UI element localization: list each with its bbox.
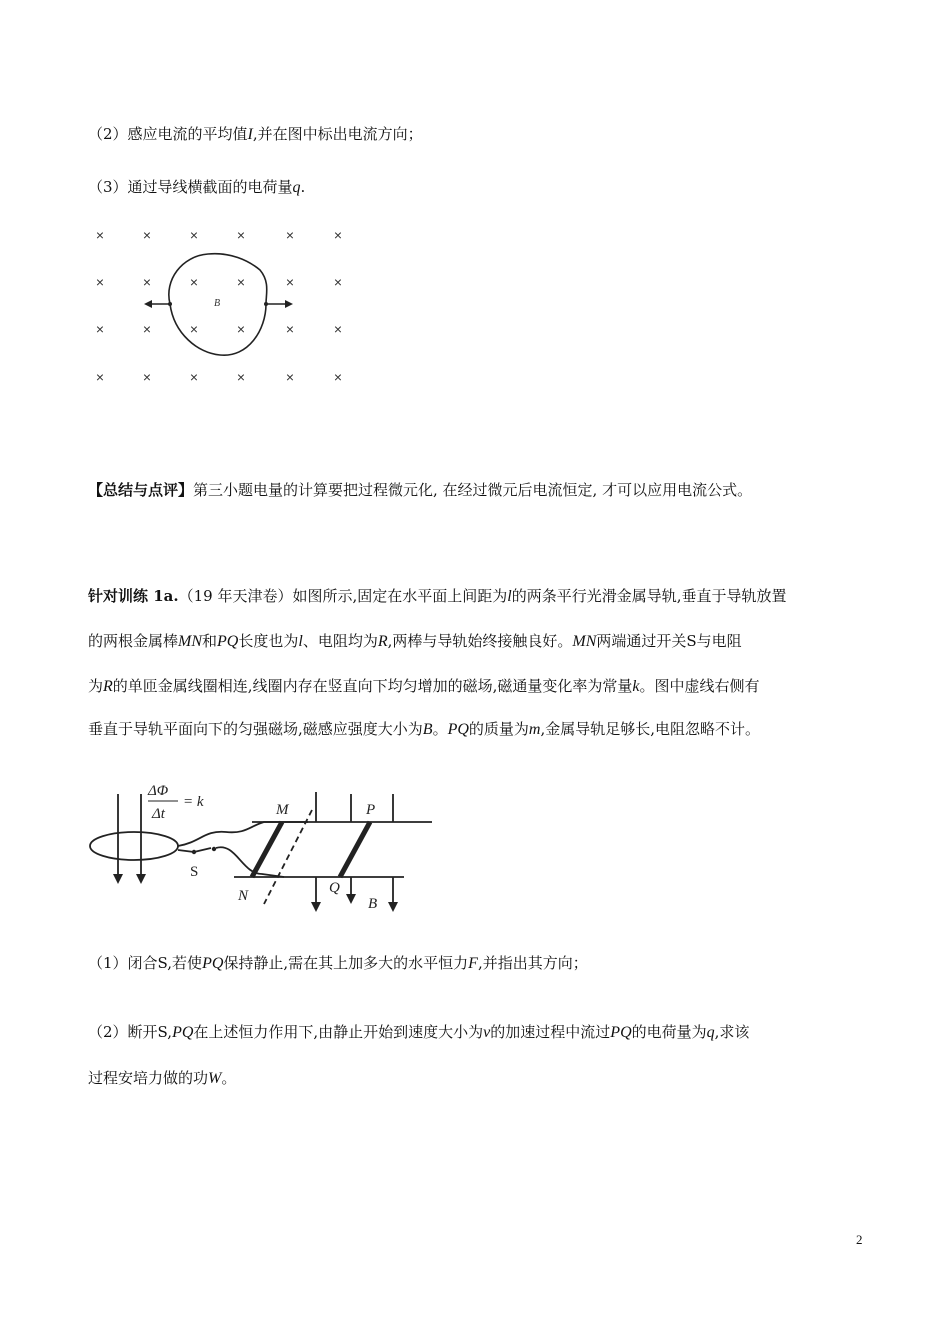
field-cross: × bbox=[285, 369, 295, 385]
field-cross: × bbox=[236, 227, 246, 243]
coil-field-arrowhead bbox=[136, 874, 146, 884]
field-cross: × bbox=[95, 227, 105, 243]
question-3: （3）通过导线横截面的电荷量q. bbox=[88, 178, 306, 196]
field-cross: × bbox=[236, 321, 246, 337]
rail-circuit-figure bbox=[86, 776, 436, 921]
sub-question-2: （2）断开S,PQ在上述恒力作用下,由静止开始到速度大小为v的加速过程中流过PQ的电荷量为q,求该 bbox=[88, 1023, 750, 1041]
flux-denominator: Δt bbox=[152, 806, 165, 822]
field-cross: × bbox=[236, 274, 246, 290]
upper-lead-wire bbox=[178, 822, 308, 846]
switch-contact bbox=[212, 847, 216, 851]
magnetic-loop-figure bbox=[80, 218, 370, 393]
lower-lead-wire bbox=[178, 850, 194, 852]
field-cross: × bbox=[333, 227, 343, 243]
field-cross: × bbox=[142, 227, 152, 243]
label-q: Q bbox=[329, 880, 340, 896]
coil-field-arrowhead bbox=[113, 874, 123, 884]
sub-question-2-cont: 过程安培力做的功W。 bbox=[88, 1069, 237, 1087]
switch-s bbox=[194, 848, 211, 852]
dashed-boundary bbox=[264, 810, 312, 904]
field-label-b: B bbox=[213, 298, 221, 309]
page-number: 2 bbox=[856, 1232, 863, 1247]
exercise-title: 针对训练 1a. bbox=[88, 587, 179, 605]
sub-question-1: （1）闭合S,若使PQ保持静止,需在其上加多大的水平恒力F,并指出其方向； bbox=[88, 954, 588, 972]
exercise-line-4: 垂直于导轨平面向下的匀强磁场,磁感应强度大小为B。PQ的质量为m,金属导轨足够长,电阻忽略不计。 bbox=[88, 720, 761, 738]
field-cross: × bbox=[236, 369, 246, 385]
rod-mn bbox=[252, 822, 282, 877]
right-arrowhead bbox=[285, 300, 293, 308]
field-cross: × bbox=[142, 274, 152, 290]
field-arrowhead bbox=[311, 902, 321, 912]
exercise-line-3: 为R的单匝金属线圈相连,线圈内存在竖直向下均匀增加的磁场,磁通量变化率为常量k。图中虚线右侧有 bbox=[88, 677, 760, 695]
flux-numerator: ΔΦ bbox=[148, 783, 169, 799]
label-b: B bbox=[368, 896, 378, 912]
label-n: N bbox=[238, 888, 249, 904]
field-arrowhead bbox=[346, 894, 356, 904]
field-cross: × bbox=[189, 227, 199, 243]
field-cross: × bbox=[285, 227, 295, 243]
field-cross: × bbox=[95, 369, 105, 385]
field-cross: × bbox=[333, 274, 343, 290]
field-arrowhead bbox=[388, 902, 398, 912]
field-cross: × bbox=[189, 321, 199, 337]
field-cross: × bbox=[189, 274, 199, 290]
rod-pq bbox=[340, 822, 370, 877]
field-cross: × bbox=[142, 321, 152, 337]
field-cross: × bbox=[189, 369, 199, 385]
label-p: P bbox=[366, 802, 376, 818]
question-2: （2）感应电流的平均值I,并在图中标出电流方向； bbox=[88, 125, 423, 143]
field-cross: × bbox=[333, 321, 343, 337]
label-s: S bbox=[190, 864, 199, 880]
lower-lead-wire-right bbox=[216, 847, 284, 877]
summary-text: 第三小题电量的计算要把过程微元化, 在经过微元后电流恒定, 才可以应用电流公式。 bbox=[193, 481, 753, 499]
field-cross: × bbox=[285, 321, 295, 337]
field-cross: × bbox=[95, 321, 105, 337]
field-cross: × bbox=[95, 274, 105, 290]
exercise-line-1: 针对训练 1a.（19 年天津卷）如图所示,固定在水平面上间距为l的两条平行光滑金属导轨,垂直于导轨放置 bbox=[88, 587, 787, 605]
switch-contact bbox=[192, 850, 196, 854]
field-cross: × bbox=[333, 369, 343, 385]
exercise-line-2: 的两根金属棒MN和PQ长度也为l、电阻均为R,两棒与导轨始终接触良好。MN两端通过开关S与电阻 bbox=[88, 632, 742, 650]
field-cross: × bbox=[142, 369, 152, 385]
summary-title: 【总结与点评】 bbox=[88, 481, 194, 499]
summary-paragraph bbox=[88, 480, 752, 500]
field-cross: × bbox=[285, 274, 295, 290]
flux-equals-k: = k bbox=[183, 794, 204, 810]
single-turn-coil bbox=[90, 832, 178, 860]
left-arrowhead bbox=[144, 300, 152, 308]
label-m: M bbox=[276, 802, 289, 818]
